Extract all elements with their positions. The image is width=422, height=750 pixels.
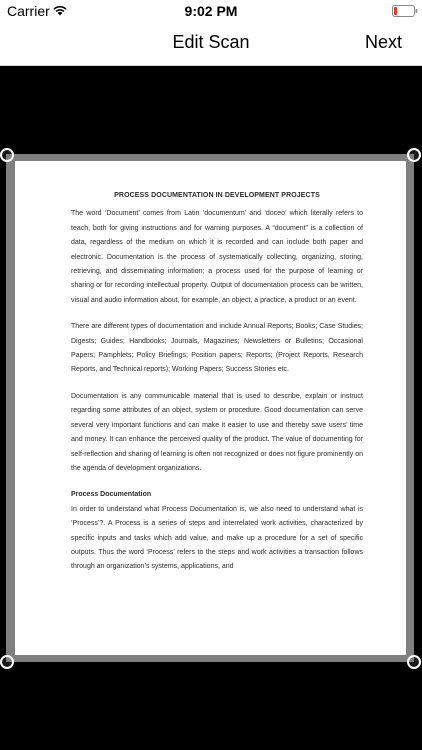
crop-handle-bottom-right[interactable] bbox=[407, 655, 421, 669]
status-bar bbox=[0, 0, 422, 22]
crop-handle-bottom-left[interactable] bbox=[0, 655, 14, 669]
crop-frame[interactable] bbox=[6, 154, 414, 662]
document-paragraph: There are different types of documentation and include Annual Reports; Books; Case Studies; Digests; Guides; Handbooks; Journals, Magazines; Newsletters or Bulletins; Occasional Papers; Pamphlets; Policy Briefings; Position papers; Reports; (Project Reports, Research Reports, and Technical reports); Working Papers; Success Stories etc. bbox=[71, 323, 363, 374]
carrier-label: Carrier bbox=[7, 3, 50, 19]
document-title: PROCESS DOCUMENTATION IN DEVELOPMENT PROJECTS bbox=[114, 192, 320, 199]
navigation-bar bbox=[0, 22, 422, 66]
scanned-document-page bbox=[15, 161, 406, 655]
crop-handle-top-left[interactable] bbox=[0, 148, 14, 162]
scan-editor-area bbox=[0, 66, 422, 750]
crop-handle-top-right[interactable] bbox=[407, 148, 421, 162]
next-button[interactable]: Next bbox=[364, 32, 402, 52]
status-time: 9:02 PM bbox=[184, 3, 238, 19]
battery-low-icon bbox=[392, 5, 418, 17]
document-text bbox=[71, 189, 363, 587]
document-section-heading: Process Documentation bbox=[71, 491, 152, 499]
page-title: Edit Scan bbox=[172, 32, 250, 52]
document-paragraph: In order to understand what Process Documentation is, we also need to understand what is ‘Process’?. A Process is a series of steps and interrelated work activities, characterized by specific inputs and tasks which add value, and make up a procedure for a set of specific outputs. Thus the word ‘Process’ refers to the steps and work activities a transaction follows through an organization’s systems, applications, and bbox=[71, 505, 363, 571]
document-paragraph: The word ‘Document’ comes from Latin ‘documentum’ and ‘doceo’ which literally refers to teach, both for giving instructions and for warning purposes. A “document” is a collection of data, regardless of the medium on which it is recorded and can include both paper and electronic. Documentation is the process of systematically collecting, organizing, storing, retrieving, and disseminating information; a process used for the purpose of learning or sharing or for recording intellectual property. Output of documentation process can be written, visual and audio information about, for example, an object, a practice, a product or an event. bbox=[71, 210, 363, 304]
document-paragraph: Documentation is any communicable material that is used to describe, explain or instruct regarding some attributes of an object, system or procedure. Good documentation can serve several very important functions and can make it easier to use and thereby save users’ time and money. It can enhance the perceived quality of the product. The value of documenting for self-reflection and sharing of learning is often not recognized or does not figure prominently on the agenda of development organizations. bbox=[71, 392, 363, 472]
